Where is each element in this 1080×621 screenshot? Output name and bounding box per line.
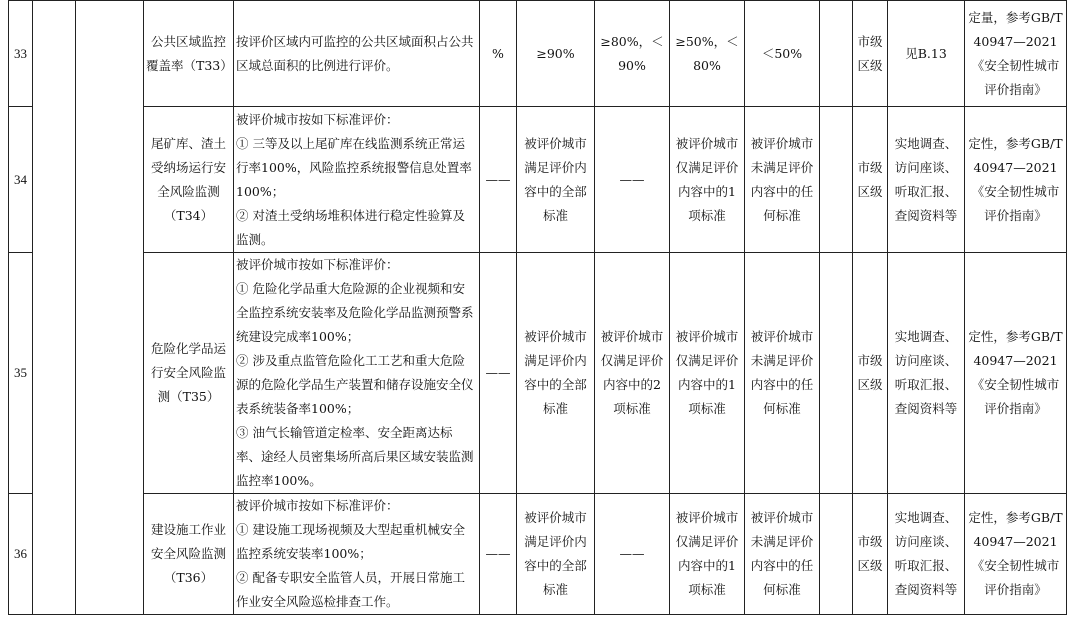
criteria-line: ① 建设施工现场视频及大型起重机械安全监控系统安装率100%； <box>236 522 465 561</box>
blank-cell <box>820 1 853 107</box>
nature-cell: 定性，参考GB/T 40947—2021《安全韧性城市评价指南》 <box>965 253 1067 494</box>
level3-cell: 被评价城市仅满足评价内容中的1项标准 <box>670 494 745 615</box>
unit-cell: % <box>480 1 517 107</box>
table-row <box>9 494 1067 615</box>
criteria-cell <box>234 494 480 615</box>
blank-cell <box>820 494 853 615</box>
scope-cell: 市级区级 <box>853 107 888 253</box>
criteria-line: 按评价区域内可监控的公共区域面积占公共区域总面积的比例进行评价。 <box>236 33 474 73</box>
indicator-name: 公共区域监控覆盖率（T33） <box>144 1 234 107</box>
criteria-line: 被评价城市按如下标准评价： <box>236 257 399 272</box>
table-row <box>9 253 1067 494</box>
level2-cell: ≥80%，＜90% <box>595 1 670 107</box>
indicator-name: 建设施工作业安全风险监测（T36） <box>144 494 234 615</box>
criteria-line: ① 危险化学品重大危险源的企业视频和安全监控系统安装率及危险化学品监测预警系统建设完成率100%； <box>236 281 474 344</box>
criteria-cell <box>234 107 480 253</box>
criteria-cell <box>234 253 480 494</box>
scope-cell: 市级区级 <box>853 494 888 615</box>
table-row <box>9 1 1067 107</box>
nature-cell: 定性，参考GB/T 40947—2021《安全韧性城市评价指南》 <box>965 494 1067 615</box>
level1-cell: 被评价城市满足评价内容中的全部标准 <box>517 494 595 615</box>
level4-cell: 被评价城市未满足评价内容中的任何标准 <box>745 494 820 615</box>
row-number: 35 <box>9 253 33 494</box>
unit-cell: —— <box>480 107 517 253</box>
criteria-line: ① 三等及以上尾矿库在线监测系统正常运行率100%，风险监控系统报警信息处置率100%； <box>236 135 472 199</box>
level4-cell: 被评价城市未满足评价内容中的任何标准 <box>745 107 820 253</box>
nature-cell: 定性，参考GB/T 40947—2021《安全韧性城市评价指南》 <box>965 107 1067 253</box>
blank-cell <box>820 107 853 253</box>
unit-cell: —— <box>480 494 517 615</box>
blank-cell <box>820 253 853 494</box>
level3-cell: 被评价城市仅满足评价内容中的1项标准 <box>670 253 745 494</box>
criteria-line: ② 对渣土受纳场堆积体进行稳定性验算及监测。 <box>236 207 465 247</box>
row-number: 33 <box>9 1 33 107</box>
level1-cell: 被评价城市满足评价内容中的全部标准 <box>517 107 595 253</box>
level1-cell: ≥90% <box>517 1 595 107</box>
method-cell: 见B.13 <box>888 1 965 107</box>
nature-cell: 定量，参考GB/T 40947—2021《安全韧性城市评价指南》 <box>965 1 1067 107</box>
indicator-name: 危险化学品运行安全风险监测（T35） <box>144 253 234 494</box>
level3-cell: 被评价城市仅满足评价内容中的1项标准 <box>670 107 745 253</box>
row-number: 36 <box>9 494 33 615</box>
level4-cell: 被评价城市未满足评价内容中的任何标准 <box>745 253 820 494</box>
level1-cell: 被评价城市满足评价内容中的全部标准 <box>517 253 595 494</box>
blank-cell <box>33 1 76 615</box>
method-cell: 实地调查、访问座谈、听取汇报、查阅资料等 <box>888 494 965 615</box>
row-number: 34 <box>9 107 33 253</box>
method-cell: 实地调查、访问座谈、听取汇报、查阅资料等 <box>888 253 965 494</box>
level2-cell: —— <box>595 494 670 615</box>
level4-cell: ＜50% <box>745 1 820 107</box>
scope-cell: 市级区级 <box>853 1 888 107</box>
level2-cell: 被评价城市仅满足评价内容中的2项标准 <box>595 253 670 494</box>
unit-cell: —— <box>480 253 517 494</box>
criteria-line: 被评价城市按如下标准评价： <box>236 111 399 127</box>
table-row <box>9 107 1067 253</box>
criteria-line: ③ 油气长输管道定检率、安全距离达标率、途经人员密集场所高后果区域安装监测监控率100%。 <box>236 425 474 488</box>
level2-cell: —— <box>595 107 670 253</box>
level3-cell: ≥50%，＜80% <box>670 1 745 107</box>
criteria-line: ② 涉及重点监管危险化工工艺和重大危险源的危险化学品生产装置和储存设施安全仪表系统装备率100%； <box>236 353 474 416</box>
criteria-line: ② 配备专职安全监管人员，开展日常施工作业安全风险巡检排查工作。 <box>236 570 465 609</box>
method-cell: 实地调查、访问座谈、听取汇报、查阅资料等 <box>888 107 965 253</box>
blank-cell <box>76 1 144 615</box>
criteria-cell <box>234 1 480 107</box>
criteria-line: 被评价城市按如下标准评价： <box>236 498 399 513</box>
scope-cell: 市级区级 <box>853 253 888 494</box>
evaluation-table <box>8 0 1067 615</box>
indicator-name: 尾矿库、渣土受纳场运行安全风险监测（T34） <box>144 107 234 253</box>
